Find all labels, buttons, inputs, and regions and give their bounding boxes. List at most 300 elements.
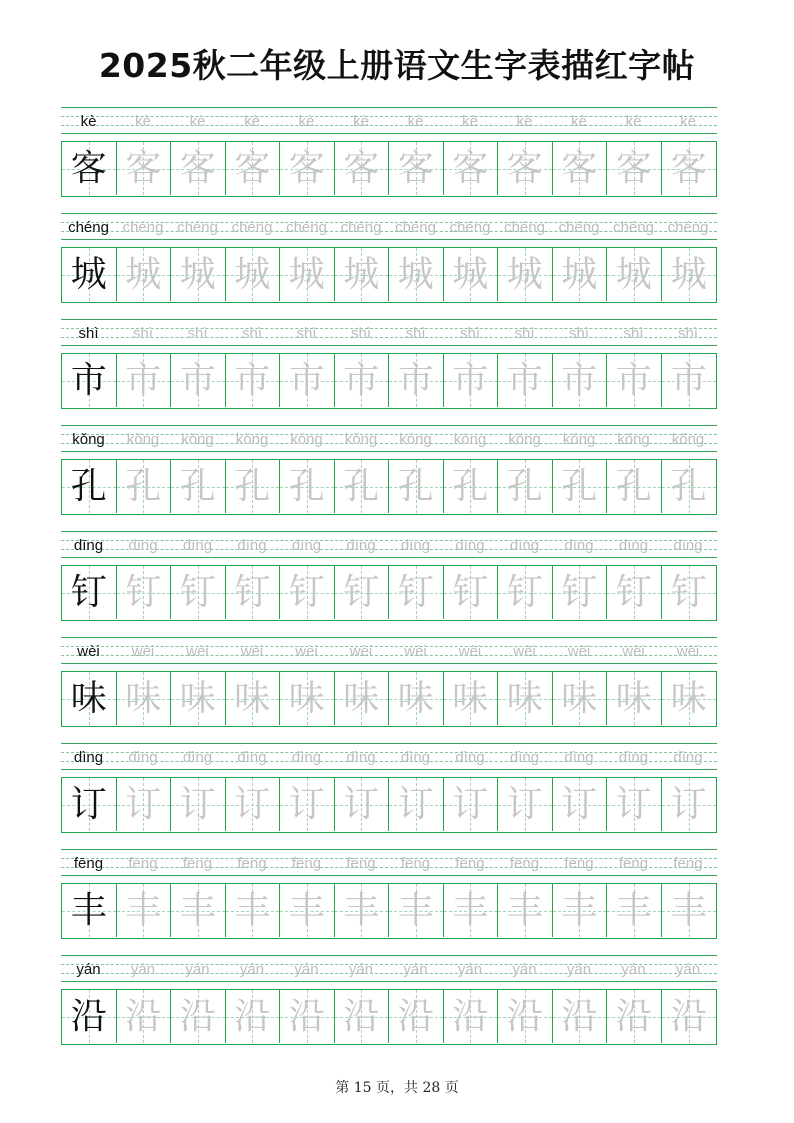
trace-character-cell (117, 142, 172, 195)
trace-character-cell (607, 566, 662, 619)
trace-character-cell (335, 460, 390, 513)
pinyin-trace: dìng (291, 749, 322, 766)
pinyin-trace: dìng (673, 749, 703, 766)
pinyin-trace: kè (516, 113, 533, 130)
model-character: 钉 (70, 572, 107, 613)
pinyin-trace: kè (680, 113, 696, 130)
pinyin-trace: dìng (346, 749, 376, 766)
pinyin-trace: dīng (346, 537, 376, 554)
tianzige-grid (61, 671, 717, 727)
pinyin-trace: kè (353, 113, 369, 130)
trace-character-cell (226, 884, 281, 937)
pinyin-trace: dìng (182, 749, 213, 766)
practice-row (61, 637, 717, 732)
trace-character: 孔 (179, 466, 216, 507)
trace-character: 市 (506, 360, 543, 401)
tianzige-grid (61, 459, 717, 515)
trace-character-cell (335, 354, 390, 407)
trace-character-cell (117, 672, 172, 725)
trace-character-cell (444, 566, 499, 619)
pinyin-trace: chéng (286, 219, 327, 236)
trace-character: 钉 (234, 572, 271, 613)
trace-character: 钉 (125, 572, 162, 613)
trace-character: 味 (561, 678, 598, 719)
model-character-cell (62, 460, 117, 513)
trace-character: 孔 (506, 466, 543, 507)
pinyin-trace: kè (462, 113, 478, 130)
pinyin-trace: shì (568, 325, 589, 342)
trace-character: 钉 (670, 572, 707, 613)
pinyin-trace: fēng (237, 855, 267, 872)
trace-character-cell (335, 672, 390, 725)
trace-character-cell (226, 566, 281, 619)
pinyin-trace: kè (135, 113, 151, 130)
model-character-cell (62, 248, 117, 301)
trace-character: 孔 (125, 466, 162, 507)
trace-character-cell (553, 142, 608, 195)
pinyin-trace: yán (130, 961, 156, 978)
trace-character-cell (335, 248, 390, 301)
pinyin-model: shì (78, 325, 99, 342)
practice-row (61, 425, 717, 520)
trace-character-cell (117, 884, 172, 937)
pinyin-trace: chéng (667, 219, 709, 236)
trace-character: 城 (615, 254, 652, 295)
pinyin-trace: chéng (177, 219, 218, 236)
pinyin-trace: kǒng (235, 431, 269, 448)
trace-character-cell (607, 672, 662, 725)
trace-character: 客 (288, 148, 325, 189)
trace-character-cell (498, 884, 553, 937)
trace-character: 市 (615, 360, 652, 401)
trace-character-cell (607, 248, 662, 301)
trace-character: 孔 (561, 466, 598, 507)
trace-character-cell (498, 460, 553, 513)
trace-character-cell (117, 354, 172, 407)
pinyin-trace: fēng (400, 855, 431, 872)
model-character-cell (62, 990, 117, 1043)
trace-character-cell (389, 142, 444, 195)
pinyin-trace: shì (187, 325, 208, 342)
tianzige-grid (61, 353, 717, 409)
trace-character: 城 (125, 254, 162, 295)
pinyin-trace: kǒng (453, 431, 487, 448)
trace-character-cell (280, 566, 335, 619)
trace-character: 订 (397, 784, 434, 825)
pinyin-trace: dìng (509, 749, 540, 766)
trace-character: 订 (288, 784, 325, 825)
trace-character: 城 (343, 254, 380, 295)
trace-character: 城 (506, 254, 543, 295)
pinyin-trace: fēng (128, 855, 158, 872)
trace-character-cell (280, 990, 335, 1043)
trace-character-cell (662, 990, 717, 1043)
trace-character: 城 (452, 254, 489, 295)
pinyin-trace: chéng (449, 219, 491, 236)
pinyin-trace: wèi (676, 643, 700, 660)
trace-character-cell (389, 778, 444, 831)
trace-character-cell (444, 248, 499, 301)
trace-character: 味 (179, 678, 216, 719)
model-character: 城 (70, 254, 107, 295)
pinyin-trace: shì (514, 325, 535, 342)
pinyin-trace: dīng (400, 537, 431, 554)
pinyin-model: wèi (77, 643, 100, 660)
pinyin-trace: dīng (291, 537, 322, 554)
trace-character: 丰 (343, 890, 380, 931)
pinyin-trace: chéng (613, 219, 654, 236)
pinyin-trace: chéng (122, 219, 164, 236)
page-title: 2025秋二年级上册语文生字表描红字帖 (98, 46, 696, 85)
trace-character-cell (226, 778, 281, 831)
pinyin-trace: kè (407, 113, 424, 130)
trace-character-cell (280, 248, 335, 301)
trace-character: 味 (397, 678, 434, 719)
trace-character: 丰 (234, 890, 271, 931)
trace-character-cell (662, 778, 717, 831)
pinyin-trace: dīng (237, 537, 267, 554)
pinyin-trace: dìng (564, 749, 594, 766)
trace-character-cell (171, 778, 226, 831)
trace-character-cell (389, 566, 444, 619)
pinyin-trace: shì (296, 325, 317, 342)
trace-character: 客 (125, 148, 162, 189)
pinyin-trace: kǒng (562, 431, 596, 448)
trace-character-cell (280, 672, 335, 725)
pinyin-trace: dìng (618, 749, 649, 766)
trace-character: 城 (234, 254, 271, 295)
pinyin-model: kǒng (72, 431, 105, 448)
trace-character: 丰 (125, 890, 162, 931)
pinyin-trace: dīng (564, 537, 594, 554)
pinyin-trace: kǒng (126, 431, 160, 448)
trace-character-cell (444, 884, 499, 937)
trace-character: 味 (506, 678, 543, 719)
pinyin-trace: kè (571, 113, 587, 130)
pinyin-trace: yán (512, 961, 537, 978)
trace-character: 城 (397, 254, 434, 295)
pinyin-lines (61, 107, 717, 134)
pinyin-model: fēng (73, 855, 104, 872)
trace-character-cell (498, 566, 553, 619)
pinyin-trace: yán (185, 961, 210, 978)
trace-character-cell (280, 354, 335, 407)
pinyin-trace: dìng (400, 749, 431, 766)
pinyin-trace: yán (621, 961, 646, 978)
pinyin-trace: fēng (455, 855, 485, 872)
trace-character: 钉 (397, 572, 434, 613)
trace-character: 市 (234, 360, 271, 401)
trace-character-cell (335, 884, 390, 937)
trace-character-cell (171, 672, 226, 725)
trace-character: 客 (343, 148, 380, 189)
trace-character-cell (389, 354, 444, 407)
pinyin-trace: dīng (455, 537, 485, 554)
practice-row (61, 319, 717, 414)
pinyin-trace: chéng (504, 219, 545, 236)
trace-character-cell (280, 142, 335, 195)
trace-character-cell (171, 142, 226, 195)
trace-character-cell (607, 142, 662, 195)
trace-character: 孔 (288, 466, 325, 507)
trace-character: 孔 (343, 466, 380, 507)
page-footer: 第 15 页，共 28 页 (335, 1080, 459, 1096)
trace-character-cell (553, 248, 608, 301)
pinyin-trace: wèi (404, 643, 427, 660)
pinyin-trace: wèi (240, 643, 264, 660)
trace-character: 沿 (343, 996, 380, 1037)
tianzige-grid (61, 141, 717, 197)
trace-character: 市 (397, 360, 434, 401)
trace-character: 钉 (343, 572, 380, 613)
trace-character-cell (226, 990, 281, 1043)
model-character: 订 (70, 784, 107, 825)
trace-character: 订 (615, 784, 652, 825)
trace-character-cell (335, 142, 390, 195)
trace-character-cell (498, 354, 553, 407)
pinyin-trace: kǒng (399, 431, 432, 448)
trace-character-cell (498, 142, 553, 195)
trace-character-cell (607, 460, 662, 513)
pinyin-trace: kǒng (344, 431, 378, 448)
pinyin-trace: wèi (567, 643, 591, 660)
tianzige-grid (61, 247, 717, 303)
trace-character: 孔 (615, 466, 652, 507)
trace-character-cell (389, 990, 444, 1043)
pinyin-trace: chéng (395, 219, 436, 236)
trace-character-cell (498, 248, 553, 301)
pinyin-trace: yán (239, 961, 265, 978)
pinyin-trace: shì (459, 325, 480, 342)
trace-character-cell (553, 990, 608, 1043)
trace-character-cell (280, 460, 335, 513)
tianzige-grid (61, 777, 717, 833)
pinyin-trace: dìng (128, 749, 158, 766)
pinyin-trace: dìng (237, 749, 267, 766)
pinyin-model: yán (76, 961, 101, 978)
trace-character: 钉 (615, 572, 652, 613)
trace-character: 味 (288, 678, 325, 719)
trace-character-cell (117, 460, 172, 513)
pinyin-trace: fēng (618, 855, 649, 872)
pinyin-trace: wèi (349, 643, 373, 660)
trace-character: 孔 (397, 466, 434, 507)
pinyin-trace: dìng (455, 749, 485, 766)
pinyin-trace: fēng (182, 855, 213, 872)
trace-character: 订 (670, 784, 707, 825)
trace-character-cell (171, 566, 226, 619)
trace-character-cell (553, 672, 608, 725)
trace-character: 客 (234, 148, 271, 189)
trace-character-cell (226, 460, 281, 513)
pinyin-trace: chéng (231, 219, 273, 236)
pinyin-trace: dīng (182, 537, 213, 554)
pinyin-trace: dīng (509, 537, 540, 554)
trace-character: 客 (561, 148, 598, 189)
practice-row (61, 849, 717, 944)
pinyin-trace: kǒng (508, 431, 541, 448)
pinyin-trace: yán (348, 961, 374, 978)
trace-character: 订 (343, 784, 380, 825)
pinyin-trace: wèi (131, 643, 155, 660)
trace-character-cell (389, 884, 444, 937)
trace-character-cell (553, 566, 608, 619)
pinyin-trace: wèi (186, 643, 209, 660)
trace-character-cell (226, 672, 281, 725)
trace-character-cell (117, 778, 172, 831)
model-character-cell (62, 672, 117, 725)
trace-character-cell (662, 248, 717, 301)
trace-character: 沿 (397, 996, 434, 1037)
trace-character: 客 (452, 148, 489, 189)
trace-character: 丰 (506, 890, 543, 931)
trace-character: 孔 (670, 466, 707, 507)
trace-character: 味 (670, 678, 707, 719)
pinyin-trace: fēng (509, 855, 540, 872)
trace-character-cell (444, 460, 499, 513)
pinyin-trace: yán (675, 961, 701, 978)
trace-character: 沿 (670, 996, 707, 1037)
pinyin-trace: shì (677, 325, 698, 342)
trace-character-cell (607, 990, 662, 1043)
model-character-cell (62, 142, 117, 195)
trace-character-cell (662, 460, 717, 513)
trace-character-cell (553, 778, 608, 831)
pinyin-model: dìng (73, 749, 104, 766)
pinyin-model: kè (80, 113, 97, 130)
trace-character: 订 (506, 784, 543, 825)
trace-character: 丰 (670, 890, 707, 931)
trace-character: 订 (179, 784, 216, 825)
pinyin-trace: fēng (564, 855, 594, 872)
trace-character: 沿 (288, 996, 325, 1037)
trace-character: 客 (506, 148, 543, 189)
trace-character: 沿 (615, 996, 652, 1037)
model-character-cell (62, 566, 117, 619)
trace-character-cell (280, 884, 335, 937)
pinyin-trace: kè (244, 113, 260, 130)
trace-character: 味 (343, 678, 380, 719)
pinyin-trace: dīng (128, 537, 158, 554)
trace-character: 钉 (506, 572, 543, 613)
trace-character-cell (607, 884, 662, 937)
trace-character-cell (226, 354, 281, 407)
model-character: 市 (70, 360, 107, 401)
pinyin-trace: yán (403, 961, 428, 978)
trace-character-cell (389, 672, 444, 725)
pinyin-trace: shì (405, 325, 426, 342)
trace-character-cell (280, 778, 335, 831)
trace-character-cell (444, 672, 499, 725)
trace-character-cell (553, 354, 608, 407)
pinyin-lines (61, 849, 717, 876)
trace-character: 丰 (397, 890, 434, 931)
trace-character-cell (335, 778, 390, 831)
pinyin-lines (61, 955, 717, 982)
trace-character: 市 (670, 360, 707, 401)
trace-character-cell (498, 990, 553, 1043)
pinyin-trace: fēng (346, 855, 376, 872)
model-character: 味 (70, 678, 107, 719)
pinyin-lines (61, 531, 717, 558)
practice-row (61, 743, 717, 838)
trace-character-cell (171, 884, 226, 937)
pinyin-lines (61, 213, 717, 240)
trace-character-cell (171, 354, 226, 407)
trace-character-cell (117, 566, 172, 619)
trace-character-cell (226, 142, 281, 195)
trace-character: 沿 (179, 996, 216, 1037)
trace-character: 市 (452, 360, 489, 401)
trace-character: 客 (670, 148, 707, 189)
trace-character: 钉 (288, 572, 325, 613)
trace-character: 城 (670, 254, 707, 295)
pinyin-lines (61, 425, 717, 452)
pinyin-trace: kǒng (181, 431, 214, 448)
pinyin-trace: kè (189, 113, 206, 130)
model-character: 沿 (70, 996, 107, 1037)
pinyin-trace: yán (457, 961, 483, 978)
model-character: 孔 (70, 466, 107, 507)
trace-character: 丰 (288, 890, 325, 931)
trace-character-cell (662, 566, 717, 619)
pinyin-model: dīng (73, 537, 104, 554)
tianzige-grid (61, 883, 717, 939)
pinyin-trace: wèi (622, 643, 645, 660)
trace-character: 丰 (179, 890, 216, 931)
trace-character: 客 (615, 148, 652, 189)
trace-character-cell (498, 778, 553, 831)
trace-character-cell (389, 460, 444, 513)
trace-character: 城 (288, 254, 325, 295)
trace-character-cell (171, 990, 226, 1043)
pinyin-trace: chéng (558, 219, 600, 236)
trace-character: 订 (125, 784, 162, 825)
trace-character-cell (444, 142, 499, 195)
model-character-cell (62, 354, 117, 407)
trace-character-cell (498, 672, 553, 725)
pinyin-trace: chéng (340, 219, 382, 236)
trace-character: 味 (234, 678, 271, 719)
trace-character: 城 (561, 254, 598, 295)
pinyin-lines (61, 743, 717, 770)
trace-character-cell (389, 248, 444, 301)
practice-row (61, 955, 717, 1050)
trace-character: 市 (179, 360, 216, 401)
pinyin-model: chéng (68, 219, 109, 236)
trace-character: 沿 (125, 996, 162, 1037)
trace-character: 客 (179, 148, 216, 189)
pinyin-trace: shì (132, 325, 153, 342)
pinyin-trace: kè (625, 113, 642, 130)
trace-character: 味 (125, 678, 162, 719)
pinyin-trace: shì (241, 325, 262, 342)
pinyin-trace: kǒng (290, 431, 323, 448)
practice-row (61, 531, 717, 626)
trace-character-cell (226, 248, 281, 301)
trace-character-cell (444, 990, 499, 1043)
tianzige-grid (61, 989, 717, 1045)
trace-character: 钉 (179, 572, 216, 613)
trace-character: 钉 (452, 572, 489, 613)
trace-character: 丰 (561, 890, 598, 931)
trace-character-cell (662, 142, 717, 195)
trace-character-cell (553, 884, 608, 937)
pinyin-trace: fēng (673, 855, 703, 872)
trace-character: 订 (234, 784, 271, 825)
model-character: 丰 (70, 890, 107, 931)
pinyin-trace: fēng (291, 855, 322, 872)
